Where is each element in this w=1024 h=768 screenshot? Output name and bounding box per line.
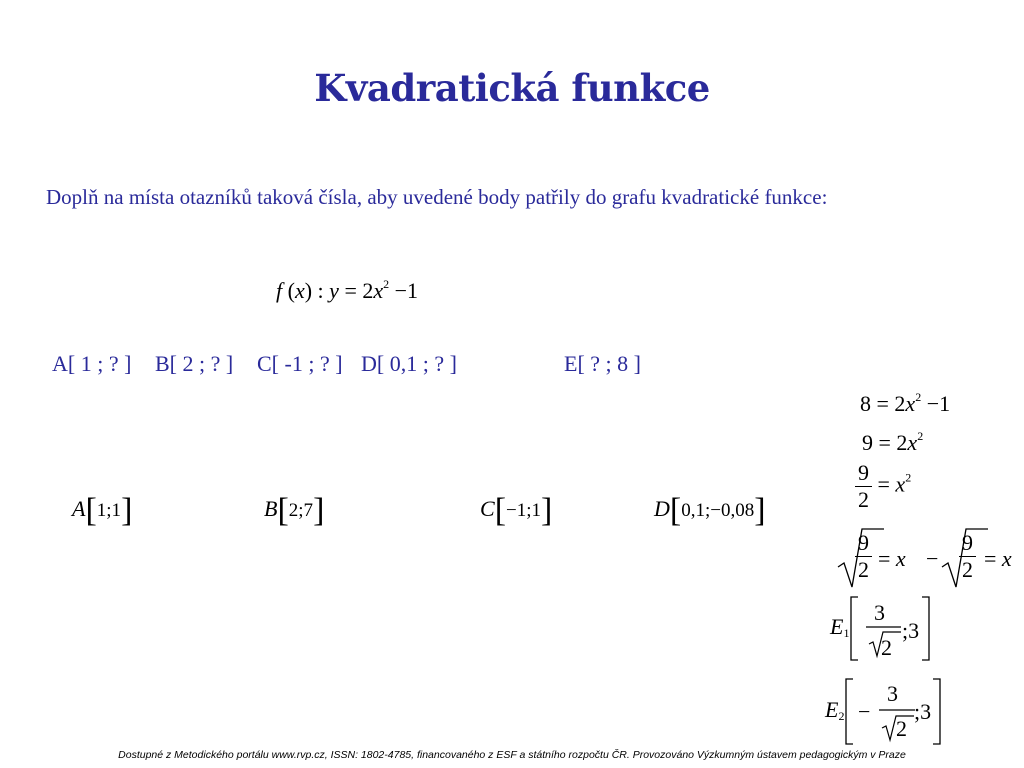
sol2-exp: 2 (917, 429, 924, 443)
e2-sub: 2 (838, 709, 845, 723)
formula-x: x (294, 278, 305, 303)
answer-d-value: 0,1;−0,08 (681, 500, 755, 521)
e2-minus: − (858, 699, 871, 724)
sol4-eq-2 (984, 546, 1012, 572)
e2-letter (825, 697, 844, 724)
e1-tail: ;3 (902, 618, 920, 643)
e1-sub: 1 (843, 626, 850, 640)
sol4-minus: − (926, 546, 939, 571)
sol4-x2: x (1001, 546, 1012, 571)
answer-a-value: 1;1 (96, 500, 122, 521)
instruction-text: Doplň na místa otazníků taková čísla, aby uvedené body patřily do grafu kvadratické funkce: (46, 185, 828, 209)
sol4-num-2: 9 (962, 530, 973, 555)
formula-y: y (329, 278, 339, 303)
function-formula (276, 277, 418, 304)
e1-den: 2 (881, 635, 892, 660)
sol1-x: x (905, 391, 916, 416)
formula-x2: x (373, 278, 384, 303)
point-a: A[ 1 ; ? ] (52, 351, 132, 376)
sol2-x: x (907, 430, 918, 455)
sol4-fraction-1-wrap (855, 530, 872, 583)
formula-open: ( (282, 278, 295, 303)
sol4-den-1: 2 (855, 556, 872, 583)
e1-letter (830, 614, 849, 641)
point-c: C[ -1 ; ? ] (257, 351, 343, 376)
sol4-x1: x (895, 546, 906, 571)
sol4-eq1: = (878, 546, 896, 571)
answer-b: B[2;7] (264, 492, 325, 529)
e1-num: 3 (874, 600, 885, 625)
sol4-fraction-1 (855, 530, 872, 583)
formula-f: f (276, 278, 283, 303)
solution-line-1 (860, 390, 950, 417)
formula-exp: 2 (383, 277, 390, 291)
solution-line-2 (862, 429, 923, 456)
answer-c-letter: C (480, 496, 495, 521)
sol3-x: x (895, 471, 906, 497)
answer-b-value: 2;7 (288, 500, 314, 521)
e2-den: 2 (896, 716, 907, 741)
sol3-num: 9 (858, 460, 869, 485)
answer-a-letter: A (72, 496, 86, 521)
answer-d-letter: D (654, 496, 670, 521)
sol1-left: 8 = 2 (860, 391, 906, 416)
answer-c: C[−1;1] (480, 492, 553, 529)
solution-line-3 (855, 460, 911, 513)
sol4-fraction-2 (959, 530, 976, 583)
sol4-fraction-2-wrap (959, 530, 976, 583)
point-d: D[ 0,1 ; ? ] (361, 351, 457, 376)
answer-d: D[0,1;−0,08] (654, 492, 766, 529)
formula-tail: −1 (389, 278, 419, 303)
e1-e: E (830, 614, 844, 639)
point-e: E[ ? ; 8 ] (564, 351, 641, 376)
sol1-right: −1 (921, 391, 951, 416)
answer-c-value: −1;1 (506, 500, 542, 521)
point-b: B[ 2 ; ? ] (155, 351, 234, 376)
footer-text: Dostupné z Metodického portálu www.rvp.cz, ISSN: 1802-4785, financovaného z ESF a státního rozpočtu ČR. Provozováno Výzkumným ústavem pedagogickým v Praze (118, 749, 906, 761)
sol4-eq2: = (984, 546, 1002, 571)
answer-a: A[1;1] (72, 492, 133, 529)
e2-e: E (825, 697, 839, 722)
sol4-num-1: 9 (858, 530, 869, 555)
sol4-den-2: 2 (959, 556, 976, 583)
sol4-eq-1 (878, 546, 906, 572)
slide-title: Kvadratická funkce (314, 66, 710, 110)
sol3-den: 2 (855, 486, 872, 513)
e2-tail: ;3 (914, 699, 932, 724)
sol1-exp: 2 (915, 390, 922, 404)
sol3-exp: 2 (905, 470, 912, 485)
formula-eq: = 2 (338, 278, 374, 303)
sol3-fraction (855, 460, 872, 513)
e2-num: 3 (887, 681, 898, 706)
sol3-eq: = (877, 471, 896, 497)
answer-b-letter: B (264, 496, 278, 521)
formula-close: ) : (304, 278, 330, 303)
sol2-left: 9 = 2 (862, 430, 908, 455)
